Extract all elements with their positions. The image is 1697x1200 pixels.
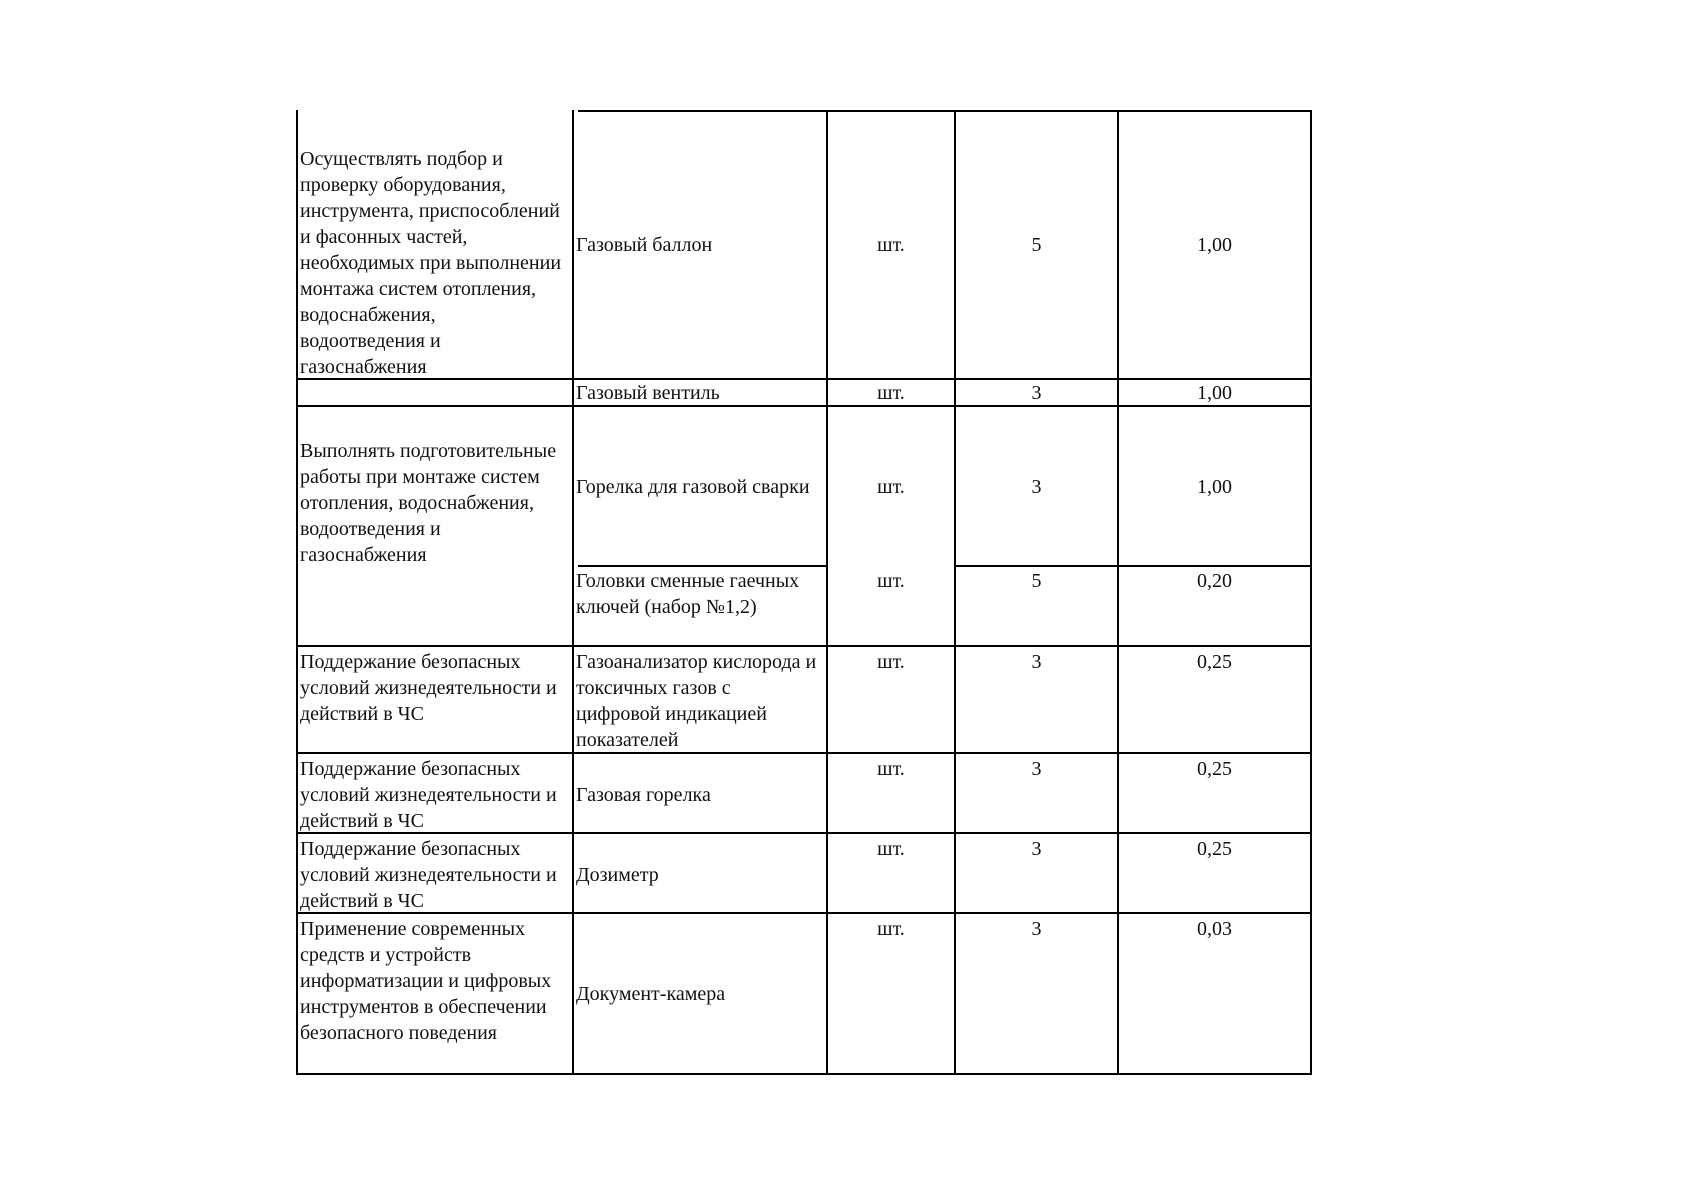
table-rule (578, 565, 826, 567)
text-line: Газовый баллон (576, 234, 713, 256)
quantity-cell: 5 (1031, 570, 1042, 592)
text-line: цифровой индикацией (576, 703, 767, 725)
table-rule (954, 565, 1312, 567)
text-line: действий в ЧС (300, 810, 425, 832)
text-line: условий жизнедеятельности и (300, 784, 557, 806)
competency-cell (300, 756, 557, 834)
coefficient-cell: 0,20 (1197, 570, 1232, 592)
quantity-cell: 3 (1031, 838, 1042, 860)
competency-cell (300, 438, 556, 568)
text-line: информатизации и цифровых (300, 970, 552, 992)
text-line: и фасонных частей, (300, 226, 468, 248)
competency-cell (300, 916, 551, 1046)
equipment-cell (576, 568, 799, 620)
competency-cell (300, 146, 561, 380)
quantity-cell: 3 (1031, 918, 1042, 940)
text-line: необходимых при выполнении (300, 252, 562, 274)
text-line: действий в ЧС (300, 890, 425, 912)
competency-cell (300, 836, 557, 914)
table-rule (578, 110, 1312, 112)
text-line: Документ-камера (576, 983, 726, 1005)
coefficient-cell: 0,25 (1197, 838, 1232, 860)
text-line: Дозиметр (576, 864, 659, 886)
text-line: Выполнять подготовительные (300, 440, 557, 462)
text-line: проверку оборудования, (300, 174, 506, 196)
table-rule (572, 110, 574, 1075)
equipment-cell (576, 232, 712, 258)
table-rule (296, 645, 1312, 647)
text-line: водоотведения и (300, 518, 441, 540)
text-line: газоснабжения (300, 356, 427, 378)
text-line: Газовый вентиль (576, 382, 720, 404)
unit-cell: шт. (877, 651, 905, 673)
quantity-cell: 3 (1031, 382, 1042, 404)
text-line: водоотведения и (300, 330, 441, 352)
unit-cell: шт. (877, 570, 905, 592)
unit-cell: шт. (877, 382, 905, 404)
text-line: условий жизнедеятельности и (300, 677, 557, 699)
text-line: отопления, водоснабжения, (300, 492, 534, 514)
coefficient-cell: 1,00 (1197, 476, 1232, 498)
coefficient-cell: 0,25 (1197, 651, 1232, 673)
text-line: ключей (набор №1,2) (576, 596, 757, 618)
text-line: Газоанализатор кислорода и (576, 651, 817, 673)
text-line: Применение современных (300, 918, 526, 940)
text-line: показателей (576, 729, 679, 751)
unit-cell: шт. (877, 758, 905, 780)
unit-cell: шт. (877, 476, 905, 498)
text-line: работы при монтаже систем (300, 466, 540, 488)
unit-cell: шт. (877, 234, 905, 256)
quantity-cell: 3 (1031, 651, 1042, 673)
equipment-cell (576, 380, 720, 406)
text-line: Горелка для газовой сварки (576, 476, 810, 498)
text-line: инструмента, приспособлений (300, 200, 560, 222)
text-line: действий в ЧС (300, 703, 425, 725)
equipment-cell (576, 474, 810, 500)
text-line: Поддержание безопасных (300, 651, 521, 673)
coefficient-cell: 0,03 (1197, 918, 1232, 940)
equipment-cell (576, 782, 711, 808)
table-rule (296, 110, 298, 1075)
coefficient-cell: 1,00 (1197, 234, 1232, 256)
text-line: Поддержание безопасных (300, 758, 521, 780)
text-line: токсичных газов с (576, 677, 731, 699)
coefficient-cell: 0,25 (1197, 758, 1232, 780)
quantity-cell: 3 (1031, 758, 1042, 780)
text-line: Головки сменные гаечных (576, 570, 800, 592)
text-line: инструментов в обеспечении (300, 996, 547, 1018)
quantity-cell: 3 (1031, 476, 1042, 498)
text-line: водоснабжения, (300, 304, 436, 326)
equipment-cell (576, 649, 816, 753)
competency-cell (300, 649, 557, 727)
text-line: газоснабжения (300, 544, 427, 566)
equipment-cell (576, 981, 725, 1007)
text-line: безопасного поведения (300, 1022, 497, 1044)
text-line: Осуществлять подбор и (300, 148, 503, 170)
table-rule (1310, 110, 1312, 1075)
text-line: условий жизнедеятельности и (300, 864, 557, 886)
text-line: монтажа систем отопления, (300, 278, 537, 300)
table-rule (296, 1073, 1312, 1075)
quantity-cell: 5 (1031, 234, 1042, 256)
coefficient-cell: 1,00 (1197, 382, 1232, 404)
text-line: Газовая горелка (576, 784, 711, 806)
unit-cell: шт. (877, 918, 905, 940)
unit-cell: шт. (877, 838, 905, 860)
text-line: Поддержание безопасных (300, 838, 521, 860)
text-line: средств и устройств (300, 944, 472, 966)
equipment-cell (576, 862, 659, 888)
